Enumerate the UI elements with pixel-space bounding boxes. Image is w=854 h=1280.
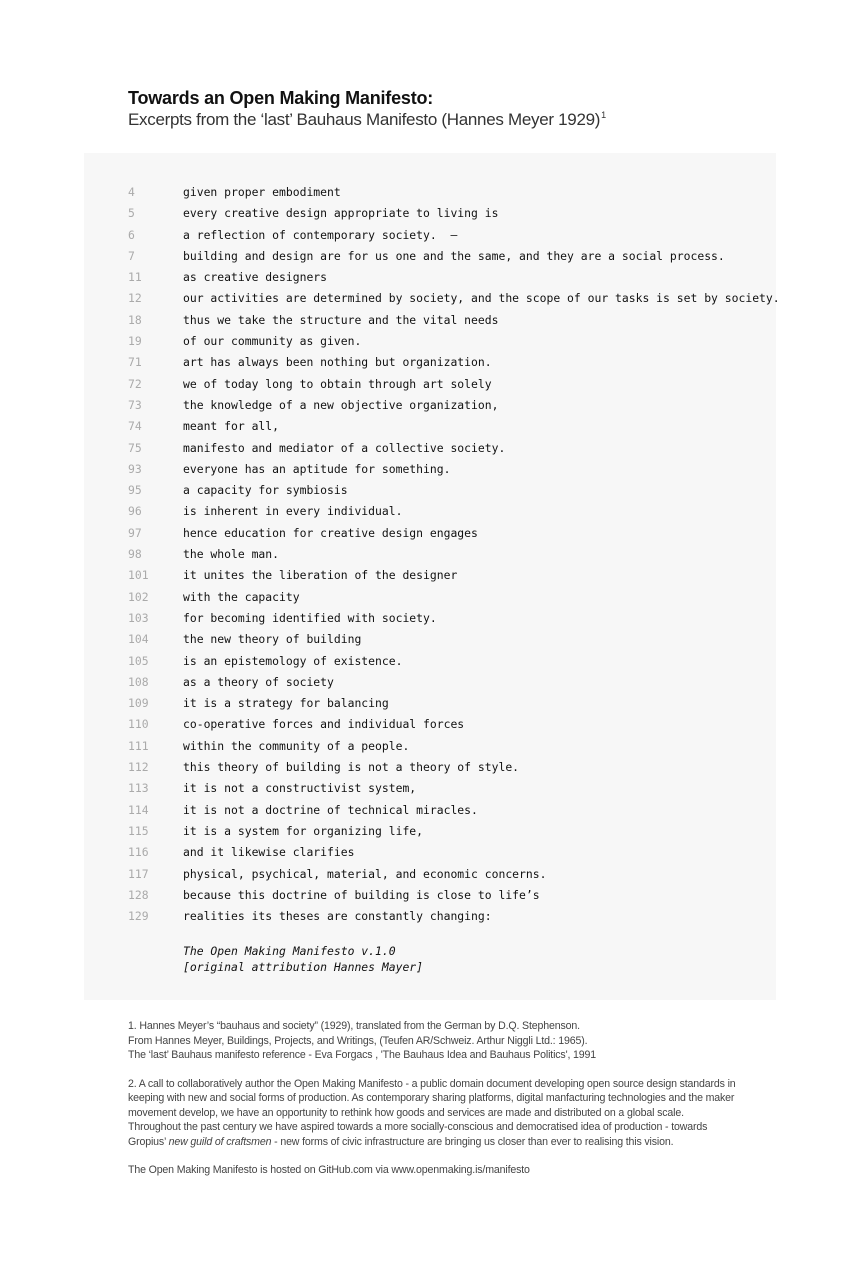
line-text: everyone has an aptitude for something. <box>183 461 451 476</box>
line-number: 104 <box>128 632 149 647</box>
line-text: manifesto and mediator of a collective society. <box>183 440 506 455</box>
footnote-2-emphasis: new guild of craftsmen <box>168 1135 272 1148</box>
code-line <box>84 438 776 459</box>
line-number: 105 <box>128 653 149 668</box>
line-text: within the community of a people. <box>183 738 410 753</box>
code-line <box>84 288 780 309</box>
line-text: it is a strategy for balancing <box>183 696 389 711</box>
footnote-1 <box>128 1019 788 1063</box>
code-lines <box>84 182 780 927</box>
code-footer <box>183 943 423 975</box>
code-line <box>84 800 776 821</box>
line-text: thus we take the structure and the vital needs <box>183 312 499 327</box>
line-number: 102 <box>128 589 149 604</box>
line-text: we of today long to obtain through art solely <box>183 376 492 391</box>
code-line <box>84 778 776 799</box>
footnote-1-line: From Hannes Meyer, Buildings, Projects, and Writings, (Teufen AR/Schweiz. Arthur Niggli Ltd.: 1965). <box>128 1034 588 1047</box>
code-line <box>84 885 776 906</box>
code-line <box>84 906 776 927</box>
line-text: art has always been nothing but organization. <box>183 355 492 370</box>
code-line <box>84 864 776 885</box>
line-number: 19 <box>128 334 142 349</box>
line-number: 111 <box>128 738 149 753</box>
line-text: a reflection of contemporary society. — <box>183 227 458 242</box>
line-number: 75 <box>128 440 142 455</box>
manifesto-version: The Open Making Manifesto v.1.0 <box>183 944 396 958</box>
line-number: 74 <box>128 419 142 434</box>
line-text: it is not a doctrine of technical miracles. <box>183 802 478 817</box>
footnote-2-text: - new forms of civic infrastructure are bringing us closer than ever to realising this vision. <box>271 1135 674 1148</box>
line-number: 98 <box>128 547 142 562</box>
line-number: 103 <box>128 610 149 625</box>
footnote-ref: 1 <box>601 110 606 121</box>
line-text: as creative designers <box>183 270 328 285</box>
line-number: 108 <box>128 674 149 689</box>
line-text: the whole man. <box>183 547 280 562</box>
line-number: 101 <box>128 568 149 583</box>
line-text: for becoming identified with society. <box>183 610 437 625</box>
line-text: physical, psychical, material, and economic concerns. <box>183 866 547 881</box>
code-line <box>84 480 776 501</box>
code-line <box>84 395 776 416</box>
line-text: of our community as given. <box>183 334 362 349</box>
line-text: is an epistemology of existence. <box>183 653 403 668</box>
footnote-2-line: movement develop, we have an opportunity to rethink how goods and services are made and distributed on a global scale. <box>128 1106 684 1119</box>
code-line <box>84 693 776 714</box>
code-line <box>84 629 776 650</box>
original-attribution: [original attribution Hannes Mayer] <box>183 960 424 974</box>
code-line <box>84 842 776 863</box>
footnote-2-line: 2. A call to collaboratively author the Open Making Manifesto - a public domain document developing open source design standards in <box>128 1077 736 1090</box>
line-text: a capacity for symbiosis <box>183 483 348 498</box>
line-number: 114 <box>128 802 149 817</box>
footnote-2 <box>128 1077 788 1150</box>
footnote-2-text: Gropius’ <box>128 1135 169 1148</box>
line-text: this theory of building is not a theory of style. <box>183 760 520 775</box>
code-line <box>84 672 776 693</box>
code-line <box>84 182 776 203</box>
hosted-note <box>128 1163 788 1178</box>
line-number: 116 <box>128 845 149 860</box>
code-line <box>84 757 776 778</box>
line-number: 112 <box>128 760 149 775</box>
line-text: given proper embodiment <box>183 185 341 199</box>
line-text: every creative design appropriate to living is <box>183 206 499 221</box>
line-text: because this doctrine of building is close to life’s <box>183 887 540 902</box>
line-text: and it likewise clarifies <box>183 845 355 860</box>
line-text: meant for all, <box>183 419 280 434</box>
footnotes <box>128 1019 788 1192</box>
line-text: building and design are for us one and the same, and they are a social process. <box>183 248 725 263</box>
line-text: our activities are determined by society, and the scope of our tasks is set by society. <box>183 291 780 306</box>
footnote-1-line: 1. Hannes Meyer’s “bauhaus and society” (1929), translated from the German by D.Q. Stephenson. <box>128 1020 580 1032</box>
line-number: 97 <box>128 525 142 540</box>
code-line <box>84 225 776 246</box>
page-subtitle <box>128 110 606 130</box>
line-text: is inherent in every individual. <box>183 504 403 519</box>
code-line <box>84 459 776 480</box>
subtitle-text: Excerpts from the ‘last’ Bauhaus Manifesto (Hannes Meyer 1929) <box>128 110 601 129</box>
line-number: 72 <box>128 376 142 391</box>
footnote-2-line: keeping with new and social forms of production. As contemporary sharing platforms, digital manfacturing technologies and the maker <box>128 1092 735 1104</box>
code-line <box>84 416 776 437</box>
code-line <box>84 267 776 288</box>
line-number: 115 <box>128 823 149 838</box>
line-number: 109 <box>128 696 149 711</box>
line-text: it unites the liberation of the designer <box>183 568 458 583</box>
code-line <box>84 651 776 672</box>
line-number: 93 <box>128 461 142 476</box>
line-number: 73 <box>128 397 142 412</box>
code-line <box>84 501 776 522</box>
line-text: the new theory of building <box>183 632 362 647</box>
code-line <box>84 352 776 373</box>
hosted-line: The Open Making Manifesto is hosted on GitHub.com via www.openmaking.is/manifesto <box>128 1164 530 1176</box>
code-line <box>84 374 776 395</box>
footnote-1-line: The ‘last’ Bauhaus manifesto reference - Eva Forgacs , 'The Bauhaus Idea and Bauhaus Politics', 1991 <box>128 1049 597 1061</box>
line-number: 113 <box>128 781 149 796</box>
line-text: with the capacity <box>183 589 300 604</box>
line-number: 128 <box>128 887 149 902</box>
line-text: co-operative forces and individual forces <box>183 717 465 732</box>
line-number: 12 <box>128 291 142 306</box>
line-number: 11 <box>128 270 142 285</box>
line-text: it is not a constructivist system, <box>183 781 417 796</box>
code-line <box>84 544 776 565</box>
code-line <box>84 714 776 735</box>
line-text: realities its theses are constantly changing: <box>183 909 492 924</box>
line-number: 96 <box>128 504 142 519</box>
line-text: it is a system for organizing life, <box>183 823 424 838</box>
line-number: 18 <box>128 312 142 327</box>
code-line <box>84 821 776 842</box>
code-line <box>84 587 776 608</box>
code-line <box>84 565 776 586</box>
footnote-2-line: Throughout the past century we have aspired towards a more socially-conscious and democratised idea of production - towards <box>128 1121 708 1133</box>
code-line <box>84 331 776 352</box>
footnote-2-line <box>128 1135 788 1150</box>
code-line <box>84 523 776 544</box>
line-number: 129 <box>128 909 149 924</box>
code-block <box>84 153 780 1000</box>
line-number: 7 <box>128 248 135 263</box>
page-title: Towards an Open Making Manifesto: <box>128 88 434 108</box>
code-line <box>84 608 776 629</box>
line-number: 110 <box>128 717 149 732</box>
line-number: 71 <box>128 355 142 370</box>
line-number: 4 <box>128 185 135 199</box>
line-number: 117 <box>128 866 149 881</box>
code-line <box>84 203 776 224</box>
line-number: 5 <box>128 206 135 221</box>
line-text: hence education for creative design engages <box>183 525 478 540</box>
line-number: 6 <box>128 227 135 242</box>
line-number: 95 <box>128 483 142 498</box>
line-text: as a theory of society <box>183 674 334 689</box>
code-line <box>84 736 776 757</box>
line-text: the knowledge of a new objective organization, <box>183 397 499 412</box>
code-line <box>84 246 776 267</box>
code-line <box>84 310 776 331</box>
